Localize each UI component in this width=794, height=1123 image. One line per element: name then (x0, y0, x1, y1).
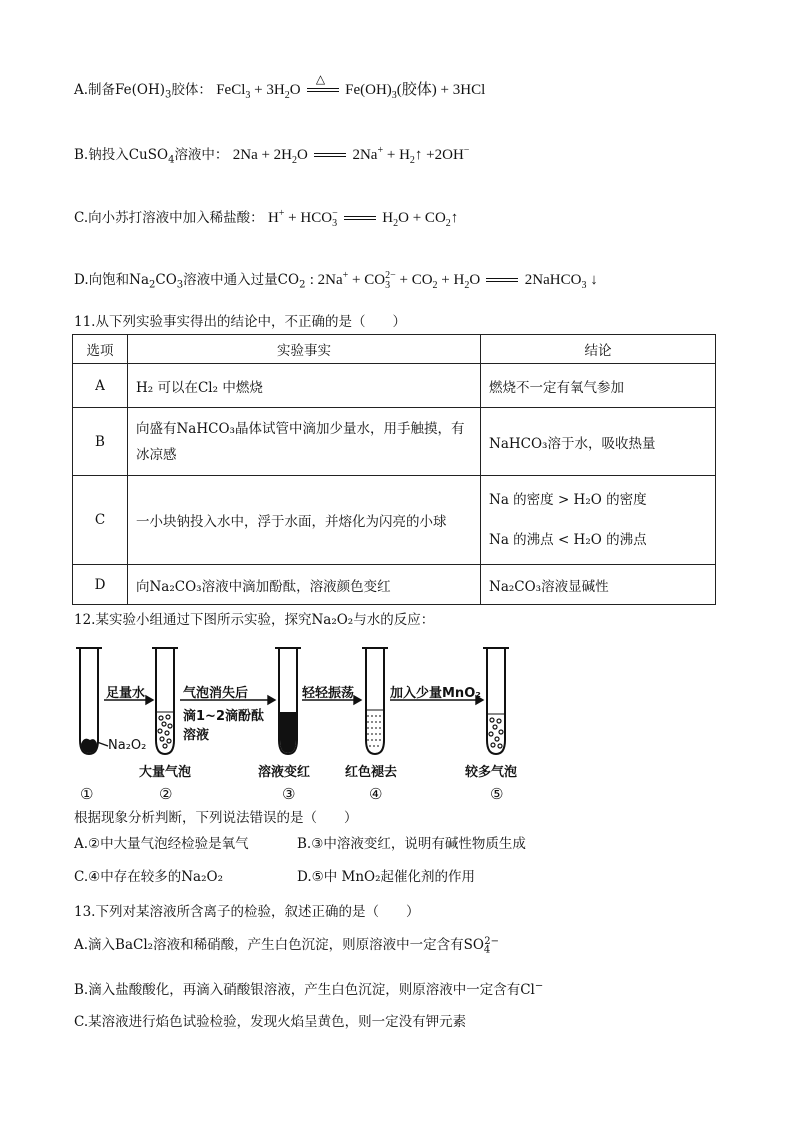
bubbles-tube-2 (157, 712, 173, 748)
table-row: C 一小块钠投入水中，浮于水面，并熔化为闪亮的小球 Na 的密度 > H₂O 的密度 Na 的沸点 < H₂O 的沸点 (73, 476, 716, 565)
q11-stem: 11.从下列实验事实得出的结论中，不正确的是（ ） (74, 314, 406, 330)
experiment-figure (0, 640, 794, 820)
q10-option-d: D.向饱和$Na_2CO_3$溶液中通入过量$CO_2$ : $2Na^+ + CO_3^{2-} + CO_2 + H_2O$ 2NaHCO$_3$ ↓ (74, 270, 598, 291)
q13-option-c: C.某溶液进行焰色试验检验，发现火焰呈黄色，则一定没有钾元素 (74, 1014, 467, 1030)
reagent-label: Na₂O₂ (108, 738, 147, 753)
step-shake: 轻轻振荡 (302, 686, 355, 701)
tube-number-1: ① (80, 785, 94, 803)
table-row: A H₂ 可以在Cl₂ 中燃烧 燃烧不一定有氧气参加 (73, 364, 716, 408)
equation-arrow (344, 213, 376, 225)
step-phenolphthalein-line3: 溶液 (183, 728, 210, 743)
bubbles-tube-5 (488, 714, 504, 748)
step-phenolphthalein-line1: 气泡消失后 (183, 686, 249, 701)
heat-condition: △ (315, 71, 326, 86)
table-header: 结论 (481, 335, 716, 364)
q10-option-c: C.向小苏打溶液中加入稀盐酸： $H^+ + HCO_3^-$ $H_2O$ + $CO_2↑$ (74, 208, 459, 229)
step-add-water: 足量水 (106, 686, 146, 701)
q13-option-b: B.滴入盐酸酸化，再滴入硝酸银溶液，产生白色沉淀，则原溶液中一定含有Cl− (74, 980, 544, 998)
q12-option-b: B.③中溶液变红，说明有碱性物质生成 (297, 836, 526, 852)
equation-arrow (486, 275, 518, 287)
q12-option-a: A.②中大量气泡经检验是氧气 (74, 836, 249, 852)
caption-tube-2: 大量气泡 (139, 765, 192, 780)
caption-tube-4: 红色褪去 (345, 765, 398, 780)
q11-table (72, 334, 716, 605)
table-row: B 向盛有NaHCO₃晶体试管中滴加少量水，用手触摸，有冰凉感 NaHCO₃溶于水，吸收热量 (73, 408, 716, 476)
tube-number-3: ③ (282, 785, 296, 803)
table-header: 选项 (73, 335, 128, 364)
step-add-mno2: 加入少量MnO₂ (390, 686, 481, 701)
table-header: 实验事实 (128, 335, 481, 364)
q12-option-c: C.④中存在较多的Na₂O₂ (74, 869, 223, 885)
tube-number-2: ② (159, 785, 173, 803)
q12-option-d: D.⑤中 MnO₂起催化剂的作用 (297, 869, 476, 885)
table-row: D 向Na₂CO₃溶液中滴加酚酞，溶液颜色变红 Na₂CO₃溶液显碱性 (73, 565, 716, 605)
caption-tube-5: 较多气泡 (465, 765, 518, 780)
q13-stem: 13.下列对某溶液所含离子的检验，叙述正确的是（ ） (74, 904, 420, 920)
tube-number-5: ⑤ (490, 785, 504, 803)
q10-option-b: B.钠投入CuSO$_4$溶液中： $2Na + 2H_2O$ $2Na^+ + H_2↑ +2OH^-$ (74, 145, 470, 166)
equation-arrow (314, 150, 346, 162)
caption-tube-3: 溶液变红 (258, 765, 311, 780)
test-tube-5 (487, 648, 505, 754)
tube-number-4: ④ (369, 785, 383, 803)
step-phenolphthalein-line2: 滴1~2滴酚酞 (183, 709, 264, 724)
q13-option-a: A.滴入BaCl₂溶液和稀硝酸，产生白色沉淀，则原溶液中一定含有$SO_4^{2-}$ (74, 935, 500, 956)
faded-solution (367, 710, 383, 746)
equation-arrow (307, 71, 339, 97)
q10-option-a: A.制备$Fe(OH)_3$胶体： FeCl$_3$ + $3H_2O$ △ $Fe(OH)_3$(胶体) + 3HCl (74, 80, 485, 100)
test-tube-4 (366, 648, 384, 754)
test-tube-1 (80, 648, 98, 754)
red-solution (280, 712, 296, 753)
q12-question: 根据现象分析判断，下列说法错误的是（ ） (74, 810, 358, 826)
q12-stem: 12.某实验小组通过下图所示实验，探究Na₂O₂与水的反应： (74, 612, 435, 628)
